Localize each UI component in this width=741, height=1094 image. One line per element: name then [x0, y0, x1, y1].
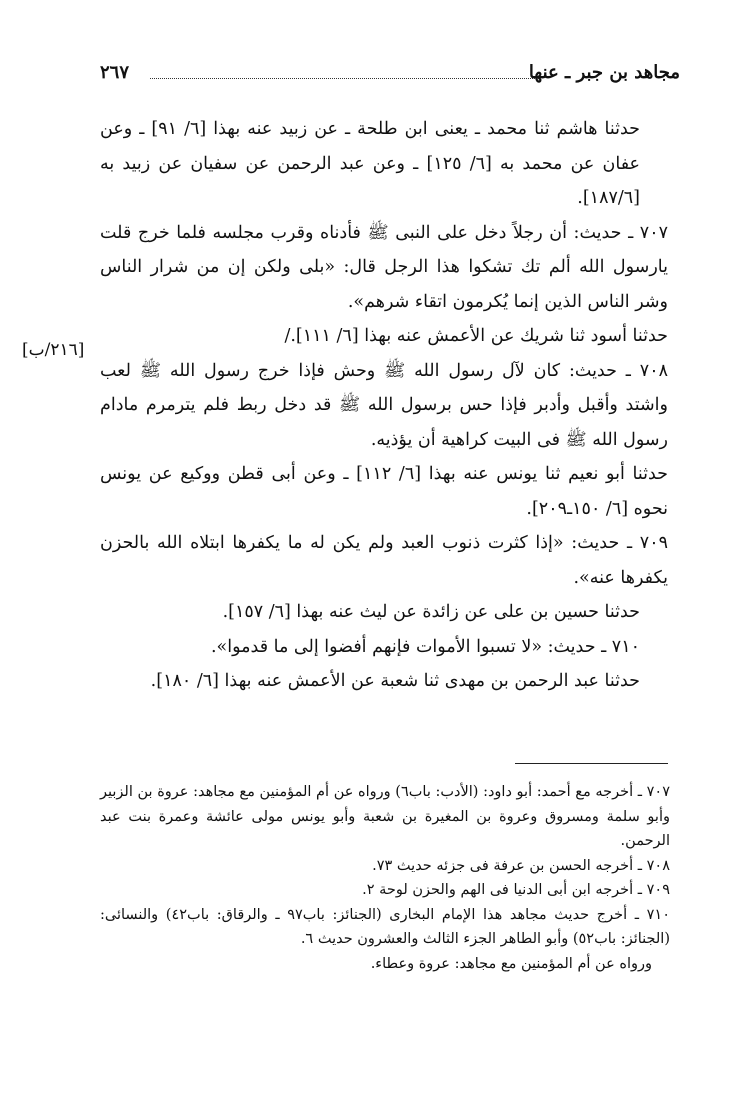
margin-folio-note: [٢١٦/ب] — [22, 340, 85, 360]
paragraph: حدثنا أسود ثنا شريك عن الأعمش عنه بهذا [٦/ ١١١]./ — [284, 326, 668, 346]
footnotes — [100, 780, 670, 976]
footnote: ٧١٠ ـ أخرج حديث مجاهد هذا الإمام البخارى (الجنائز: باب٩٧ ـ والرقاق: باب٤٢) والنسائى: (الجنائز: باب٥٢) وأبو الطاهر الجزء الثالث والعشرون حديث ٦. — [100, 906, 670, 947]
header-dotted-rule — [150, 78, 535, 79]
main-text — [100, 112, 668, 699]
paragraph: حدثنا هاشم ثنا محمد ـ يعنى ابن طلحة ـ عن زبيد عنه بهذا [٦/ ٩١] ـ وعن عفان عن محمد به [٦/ ١٢٥] ـ وعن عبد الرحمن عن سفيان عن زبيد به [١٨٧/٦]. — [100, 119, 640, 208]
paragraph: ٧٠٩ ـ حديث: «إذا كثرت ذنوب العبد ولم يكن له ما يكفرها ابتلاه الله بالحزن يكفرها عنه». — [100, 533, 668, 588]
footnote: ٧٠٧ ـ أخرجه مع أحمد: أبو داود: (الأدب: باب٦) ورواه عن أم المؤمنين مع مجاهد: عروة بن الزبير وأبو سلمة ومسروق وعروة بن المغيرة بن شعبة وأبو يونس مولى عائشة وعمرة بنت عبد الرحمن. — [100, 784, 670, 849]
footnote: ٧٠٩ ـ أخرجه ابن أبى الدنيا فى الهم والحزن لوحة ٢. — [362, 882, 670, 898]
paragraph: ٧٠٧ ـ حديث: أن رجلاً دخل على النبى ﷺ فأدناه وقرب مجلسه فلما خرج قلت يارسول الله ألم تك تشكوا هذا الرجل قال: «بلى ولكن إن من شرار الناس وشر الناس الذين إنما يُكرمون اتقاء شرهم». — [100, 222, 668, 312]
paragraph: حدثنا حسين بن على عن زائدة عن ليث عنه بهذا [٦/ ١٥٧]. — [222, 602, 640, 622]
paragraph: حدثنا عبد الرحمن بن مهدى ثنا شعبة عن الأعمش عنه بهذا [٦/ ١٨٠]. — [150, 671, 640, 691]
footnote: ٧٠٨ ـ أخرجه الحسن بن عرفة فى جزئه حديث ٧٣. — [372, 857, 670, 874]
page-number: ٢٦٧ — [100, 62, 130, 83]
running-title: مجاهد بن جبر ـ عنها — [528, 62, 680, 83]
footnote-separator — [515, 763, 668, 764]
paragraph: حدثنا أبو نعيم ثنا يونس عنه بهذا [٦/ ١١٢] ـ وعن أبى قطن ووكيع عن يونس نحوه [٦/ ١٥٠ـ٢٠٩]. — [100, 464, 669, 519]
page-header — [100, 62, 680, 90]
paragraph: ٧١٠ ـ حديث: «لا تسبوا الأموات فإنهم أفضوا إلى ما قدموا». — [210, 636, 640, 657]
paragraph: ٧٠٨ ـ حديث: كان لآل رسول الله ﷺ وحش فإذا خرج رسول الله ﷺ لعب واشتد وأقبل وأدبر فإذا حس برسول الله ﷺ قد دخل ربط فلم يترمرم مادام رسول الله ﷺ فى البيت كراهية أن يؤذيه. — [100, 360, 668, 450]
footnote: ورواه عن أم المؤمنين مع مجاهد: عروة وعطاء. — [370, 955, 652, 972]
